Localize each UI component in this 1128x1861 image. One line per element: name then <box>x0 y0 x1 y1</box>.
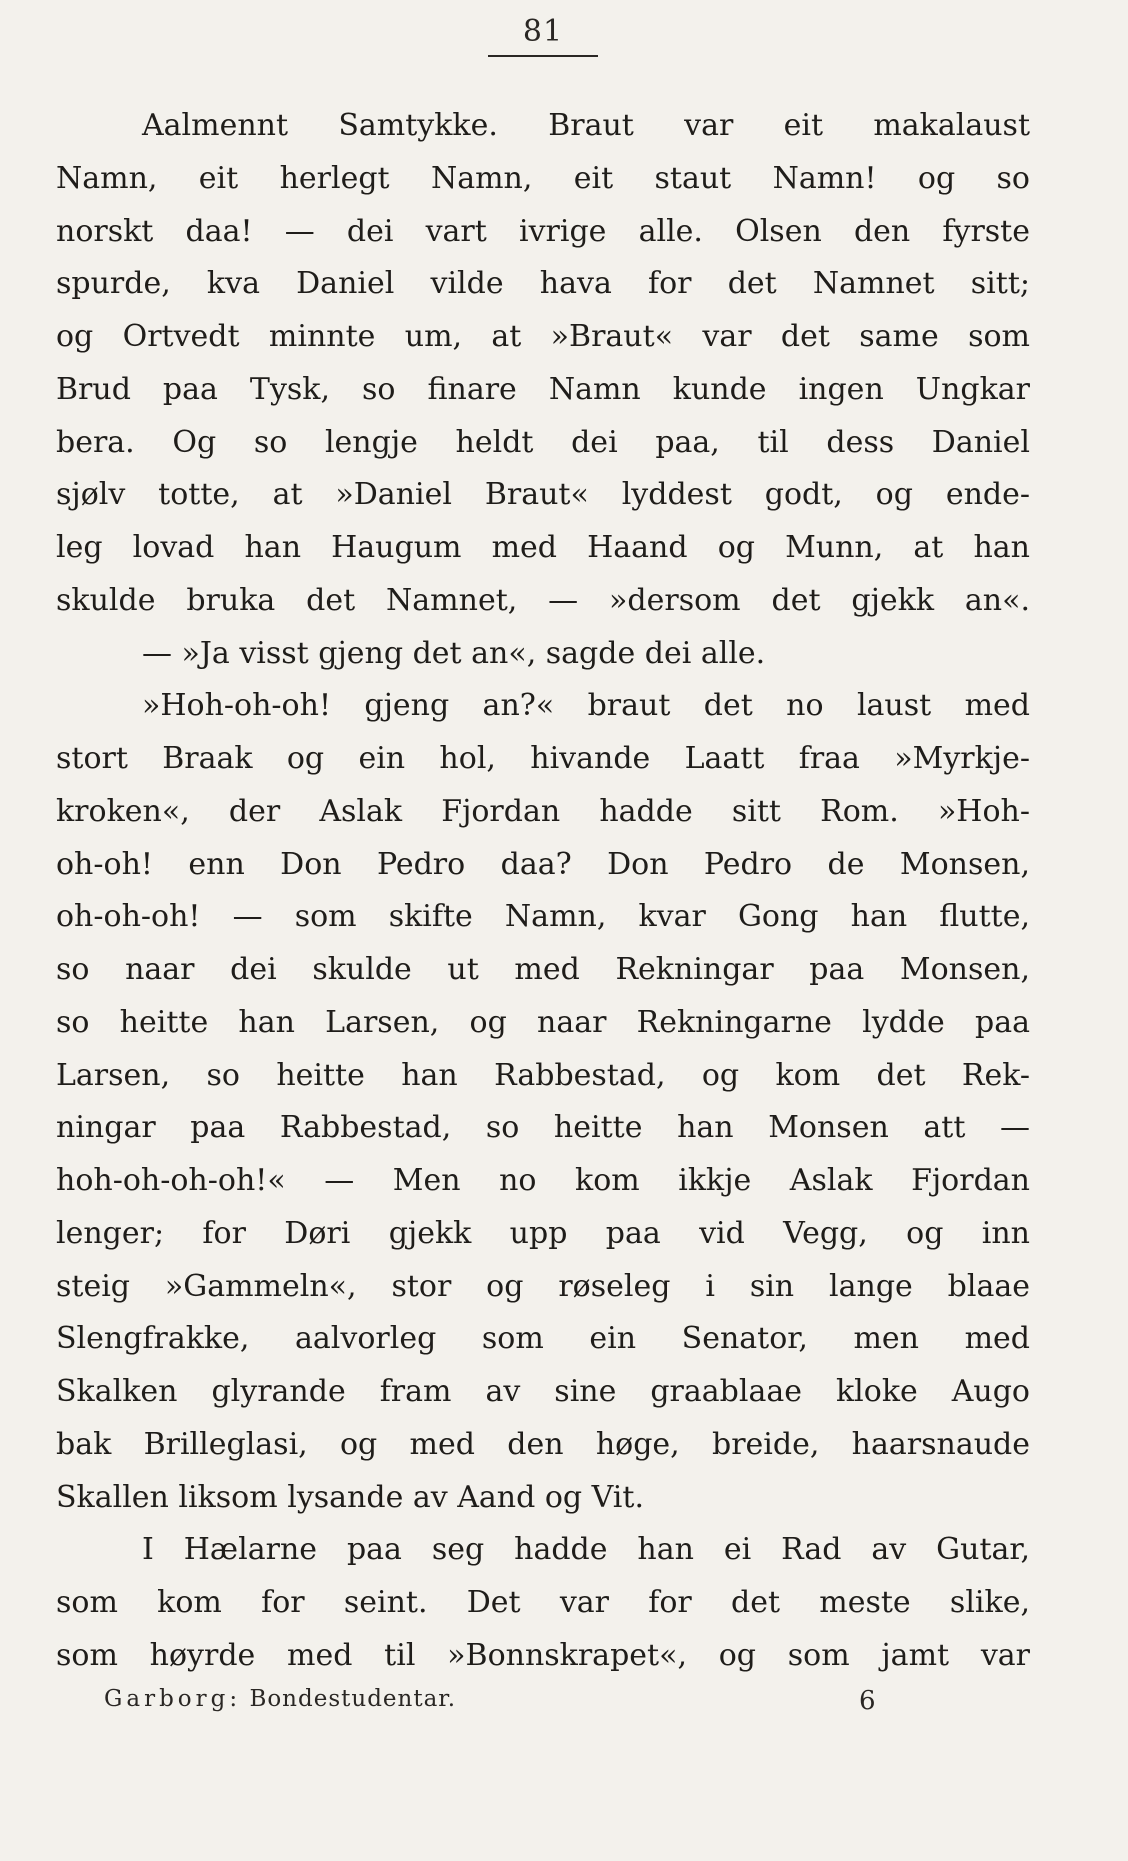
page-footer <box>104 1686 904 1712</box>
text-line: so heitte han Larsen, og naar Rekningarne lydde paa <box>56 1004 1030 1040</box>
text-line: hoh-oh-oh-oh!« — Men no kom ikkje Aslak Fjordan <box>56 1163 1030 1198</box>
text-line: Larsen, so heitte han Rabbestad, og kom det Rek- <box>56 1057 1030 1093</box>
text-line: leg lovad han Haugum med Haand og Munn, at han <box>56 530 1030 565</box>
text-line: Aalmennt Samtykke. Braut var eit makalaust <box>142 108 1030 143</box>
text-line: — »Ja visst gjeng det an«, sagde dei alle. <box>142 635 766 671</box>
text-line: skulde bruka det Namnet, — »dersom det gjekk an«. <box>56 582 1030 618</box>
text-line: »Hoh-oh-oh! gjeng an?« braut det no laust med <box>142 688 1030 724</box>
text-line: oh-oh! enn Don Pedro daa? Don Pedro de Monsen, <box>56 846 1030 882</box>
text-line: og Ortvedt minnte um, at »Braut« var det same som <box>56 319 1030 354</box>
page-number: 81 <box>522 14 564 49</box>
footer-author: Garborg: <box>104 1686 242 1712</box>
text-line: norskt daa! — dei vart ivrige alle. Olsen den fyrste <box>56 213 1030 249</box>
text-line: Slengfrakke, aalvorleg som ein Senator, men med <box>56 1321 1030 1357</box>
text-line: Brud paa Tysk, so finare Namn kunde ingen Ungkar <box>56 371 1030 407</box>
text-line: bak Brilleglasi, og med den høge, breide, haarsnaude <box>56 1426 1030 1462</box>
text-line: som høyrde med til »Bonnskrapet«, og som jamt var <box>56 1637 1030 1673</box>
text-line: spurde, kva Daniel vilde hava for det Namnet sitt; <box>56 266 1030 302</box>
text-line: Skallen liksom lysande av Aand og Vit. <box>56 1479 644 1515</box>
text-line: sjølv totte, at »Daniel Braut« lyddest godt, og ende- <box>56 477 1030 513</box>
page-number-rule <box>488 55 598 57</box>
footer-title: Bondestudentar. <box>249 1686 457 1712</box>
text-line: kroken«, der Aslak Fjordan hadde sitt Rom. »Hoh- <box>56 793 1030 829</box>
text-line: bera. Og so lengje heldt dei paa, til dess Daniel <box>56 424 1030 460</box>
text-line: I Hælarne paa seg hadde han ei Rad av Gutar, <box>142 1532 1030 1568</box>
text-line: lenger; for Døri gjekk upp paa vid Vegg, og inn <box>56 1215 1030 1251</box>
text-line: som kom for seint. Det var for det meste slike, <box>56 1585 1030 1620</box>
text-line: stort Braak og ein hol, hivande Laatt fraa »Myrkje- <box>56 741 1030 776</box>
text-line: Skalken glyrande fram av sine graablaae kloke Augo <box>56 1374 1030 1409</box>
text-line: ningar paa Rabbestad, so heitte han Monsen att — <box>56 1110 1030 1146</box>
text-line: so naar dei skulde ut med Rekningar paa Monsen, <box>56 952 1030 987</box>
signature-mark: 6 <box>859 1686 876 1716</box>
body-text <box>56 100 1030 1683</box>
text-line: Namn, eit herlegt Namn, eit staut Namn! og so <box>56 160 1030 196</box>
text-line: oh-oh-oh! — som skifte Namn, kvar Gong han flutte, <box>56 899 1030 935</box>
text-line: steig »Gammeln«, stor og røseleg i sin lange blaae <box>56 1268 1030 1304</box>
